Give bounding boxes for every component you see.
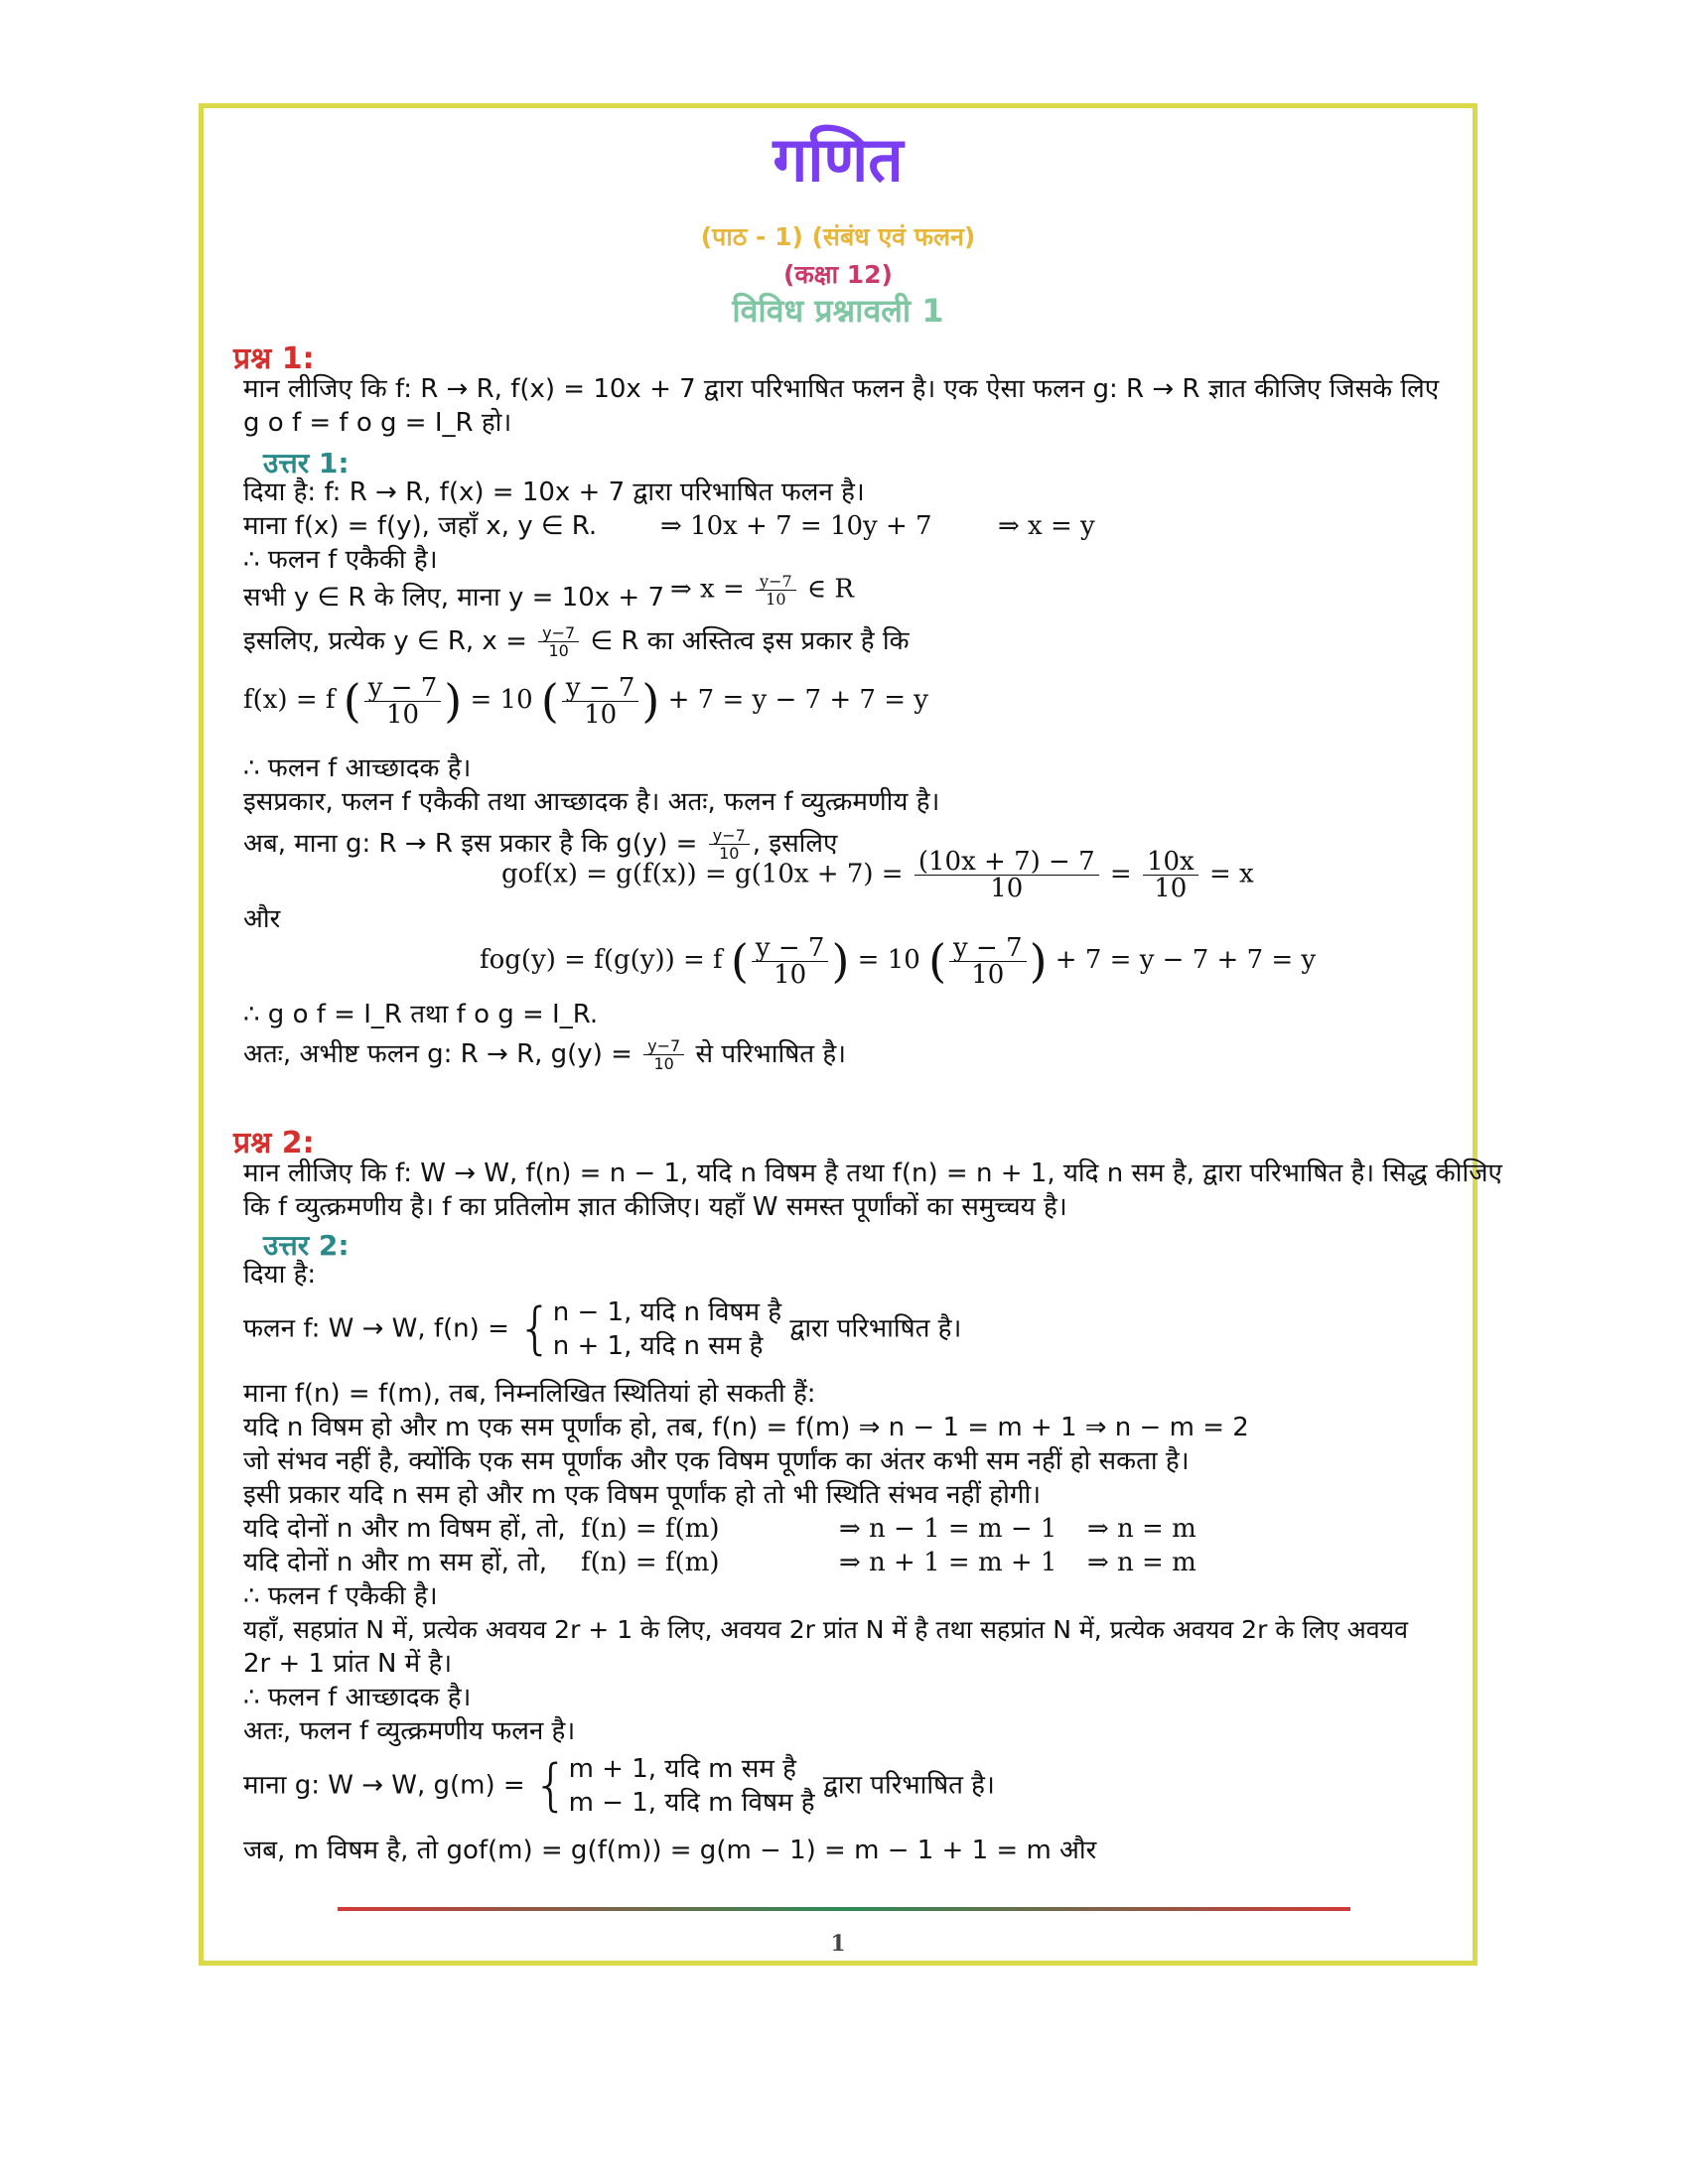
answer-1-line-1: दिया है: f: R → R, f(x) = 10x + 7 द्वारा परिभाषित फलन है।	[243, 478, 865, 507]
answer-2-line-6-eq: f(n) = f(m)	[581, 1514, 720, 1544]
left-brace: {	[517, 1297, 553, 1361]
answer-2-line-7-result: ⇒ n = m	[1087, 1548, 1196, 1577]
denominator: 10	[971, 959, 1005, 990]
answer-1-line-3: ∴ फलन f एकैकी है।	[243, 545, 438, 575]
g-cases	[569, 1752, 815, 1820]
line-10-part-a: अतः, अभीष्ट फलन g: R → R, g(y) =	[243, 1039, 633, 1069]
numerator: y−7	[709, 827, 750, 845]
question-1-text-line-1: मान लीजिए कि f: R → R, f(x) = 10x + 7 द्वारा परिभाषित फलन है। एक ऐसा फलन g: R → R ज्ञात कीजिए जिसके लिए	[243, 374, 1440, 404]
numerator: y − 7	[752, 935, 829, 962]
answer-2-line-3: यदि n विषम हो और m एक सम पूर्णांक हो, तब, f(n) = f(m) ⇒ n − 1 = m + 1 ⇒ n − m = 2	[243, 1413, 1249, 1442]
denominator: 10	[719, 844, 740, 863]
paren-open: (	[928, 934, 947, 988]
fraction-big	[364, 672, 442, 730]
line-5-part-a: इसलिए, प्रत्येक y ∈ R, x =	[243, 626, 527, 656]
equation-f-of-x	[243, 674, 928, 728]
gof-part-c: = x	[1208, 859, 1254, 889]
answer-2-line-12: अतः, फलन f व्युत्क्रमणीय फलन है।	[243, 1716, 576, 1746]
equation-gof	[501, 849, 1254, 901]
answer-1-line-2-step: ⇒ 10x + 7 = 10y + 7	[660, 511, 932, 541]
answer-1-line-9: ∴ g o f = I_R तथा f o g = I_R.	[243, 1000, 599, 1029]
g-def-part-a: माना g: W → W, g(m) =	[243, 1770, 525, 1801]
answer-2-line-9: यहाँ, सहप्रांत N में, प्रत्येक अवयव 2r + 1 के लिए, अवयव 2r प्रांत N में है तथा सहप्रांत N में, प्रत्येक अवयव 2r के लिए अवयव	[243, 1615, 1409, 1644]
answer-2-line-6-step: ⇒ n − 1 = m − 1	[839, 1514, 1057, 1544]
answer-2-line-1: दिया है:	[243, 1260, 317, 1290]
denominator: 10	[766, 590, 786, 609]
g-def-part-b: द्वारा परिभाषित है।	[822, 1770, 995, 1801]
numerator: 10x	[1143, 849, 1198, 876]
answer-1-line-6: ∴ फलन f आच्छादक है।	[243, 753, 472, 783]
paren-close: )	[444, 674, 463, 728]
in-R: ∈ R	[806, 574, 855, 605]
fog-part-a: fog(y) = f(g(y)) = f	[480, 945, 723, 975]
class-heading: (कक्षा 12)	[783, 260, 893, 289]
g-case-1: m + 1, यदि m सम है	[568, 1754, 796, 1784]
implies-x: ⇒ x =	[670, 574, 745, 605]
f-cases	[553, 1296, 781, 1363]
line-10-part-b: से परिभाषित है।	[695, 1039, 846, 1069]
fog-part-c: + 7 = y − 7 + 7 = y	[1055, 945, 1317, 975]
denominator: 10	[774, 959, 807, 990]
question-2-text-line-2: कि f व्युत्क्रमणीय है। f का प्रतिलोम ज्ञात कीजिए। यहाँ W समस्त पूर्णांकों का समुच्चय है।	[243, 1192, 1067, 1222]
answer-1-line-5	[243, 624, 910, 659]
exercise-heading: विविध प्रश्नावली 1	[732, 292, 944, 330]
answer-2-line-6-result: ⇒ n = m	[1087, 1514, 1196, 1544]
paren-open: (	[343, 674, 361, 728]
numerator: y−7	[538, 624, 579, 642]
denominator: 10	[584, 699, 618, 730]
f-def-part-b: द्वारा परिभाषित है।	[789, 1313, 962, 1344]
denominator: 10	[1154, 874, 1188, 903]
fraction-big	[752, 932, 829, 990]
numerator: (10x + 7) − 7	[914, 849, 1099, 876]
answer-2-label: उत्तर 2:	[263, 1229, 350, 1262]
fraction-y-minus-7-over-10	[756, 573, 796, 608]
paren-close: )	[831, 934, 850, 988]
answer-1-line-4: सभी y ∈ R के लिए, माना y = 10x + 7	[243, 583, 664, 613]
fraction-big	[562, 672, 639, 730]
numerator: y−7	[756, 573, 796, 591]
fraction-gof-1	[914, 849, 1099, 901]
page-number: 1	[830, 1931, 846, 1957]
answer-2-line-7-eq: f(n) = f(m)	[581, 1548, 720, 1577]
question-1-label: प्रश्न 1:	[233, 341, 315, 376]
fraction-big	[949, 932, 1027, 990]
answer-2-line-5: इसी प्रकार यदि n सम हो और m एक विषम पूर्णांक हो तो भी स्थिति संभव नहीं होगी।	[243, 1480, 1042, 1510]
equation-fog	[480, 934, 1316, 988]
answer-2-line-7: यदि दोनों n और m सम हों, तो,	[243, 1548, 547, 1577]
answer-2-line-11: ∴ फलन f आच्छादक है।	[243, 1683, 472, 1712]
denominator: 10	[385, 699, 420, 730]
equals-sign: =	[1109, 859, 1132, 889]
paren-close: )	[641, 674, 660, 728]
answer-2-line-10: 2r + 1 प्रांत N में है।	[243, 1649, 453, 1679]
numerator: y−7	[643, 1037, 684, 1055]
question-1-text-line-2: g o f = f o g = I_R हो।	[243, 408, 512, 438]
answer-1-line-2-result: ⇒ x = y	[998, 511, 1095, 541]
line-8-part-a: अब, माना g: R → R इस प्रकार है कि g(y) =	[243, 829, 698, 859]
answer-1-and: और	[243, 904, 281, 934]
f-def-part-a: फलन f: W → W, f(n) =	[243, 1313, 509, 1344]
answer-1-label: उत्तर 1:	[263, 447, 350, 479]
paren-open: (	[730, 934, 749, 988]
answer-2-f-definition	[243, 1296, 961, 1363]
numerator: y − 7	[562, 675, 639, 702]
denominator: 10	[990, 874, 1024, 903]
question-2-text-line-1: मान लीजिए कि f: W → W, f(n) = n − 1, यदि n विषम है तथा f(n) = n + 1, यदि n सम है, द्वारा परिभाषित है। सिद्ध कीजिए	[243, 1159, 1502, 1188]
answer-2-line-4: जो संभव नहीं है, क्योंकि एक सम पूर्णांक और एक विषम पूर्णांक का अंतर कभी सम नहीं हो सकता है।	[243, 1446, 1190, 1476]
footer-divider	[338, 1907, 1350, 1911]
eq-f-part-c: + 7 = y − 7 + 7 = y	[667, 685, 928, 715]
left-brace: {	[532, 1753, 569, 1818]
f-case-2: n + 1, यदि n सम है	[552, 1331, 764, 1361]
page-frame	[199, 103, 1502, 1966]
line-8-part-b: , इसलिए	[752, 829, 838, 859]
fraction-y-minus-7-over-10	[643, 1037, 684, 1072]
numerator: y − 7	[949, 935, 1027, 962]
answer-2-line-7-step: ⇒ n + 1 = m + 1	[839, 1548, 1057, 1577]
fraction-y-minus-7-over-10	[538, 624, 579, 659]
answer-1-line-2: माना f(x) = f(y), जहाँ x, y ∈ R.	[243, 511, 598, 541]
denominator: 10	[653, 1054, 674, 1073]
eq-f-part-a: f(x) = f	[243, 685, 336, 715]
fraction-gof-2	[1143, 849, 1198, 901]
eq-f-part-b: = 10	[470, 685, 533, 715]
answer-2-line-8: ∴ फलन f एकैकी है।	[243, 1581, 438, 1611]
answer-2-g-definition	[243, 1752, 995, 1820]
paren-open: (	[540, 674, 559, 728]
page-title: गणित	[773, 123, 904, 196]
g-case-2: m − 1, यदि m विषम है	[568, 1788, 815, 1818]
answer-1-line-4-math	[670, 573, 854, 608]
paren-close: )	[1029, 934, 1048, 988]
chapter-heading: (पाठ - 1) (संबंध एवं फलन)	[700, 222, 976, 251]
fog-part-b: = 10	[857, 945, 920, 975]
answer-1-line-10	[243, 1037, 846, 1072]
answer-2-line-2: माना f(n) = f(m), तब, निम्नलिखित स्थितियां हो सकती हैं:	[243, 1379, 816, 1409]
answer-1-line-7: इसप्रकार, फलन f एकैकी तथा आच्छादक है। अतः, फलन f व्युत्क्रमणीय है।	[243, 787, 940, 817]
answer-2-line-13: जब, m विषम है, तो gof(m) = g(f(m)) = g(m − 1) = m − 1 + 1 = m और	[243, 1836, 1097, 1865]
denominator: 10	[548, 641, 569, 660]
question-2-label: प्रश्न 2:	[233, 1126, 315, 1160]
line-5-part-b: ∈ R का अस्तित्व इस प्रकार है कि	[590, 626, 910, 656]
f-case-1: n − 1, यदि n विषम है	[552, 1297, 782, 1327]
numerator: y − 7	[364, 675, 442, 702]
gof-part-a: gof(x) = g(f(x)) = g(10x + 7) =	[501, 859, 904, 889]
answer-2-line-6: यदि दोनों n और m विषम हों, तो,	[243, 1514, 566, 1544]
